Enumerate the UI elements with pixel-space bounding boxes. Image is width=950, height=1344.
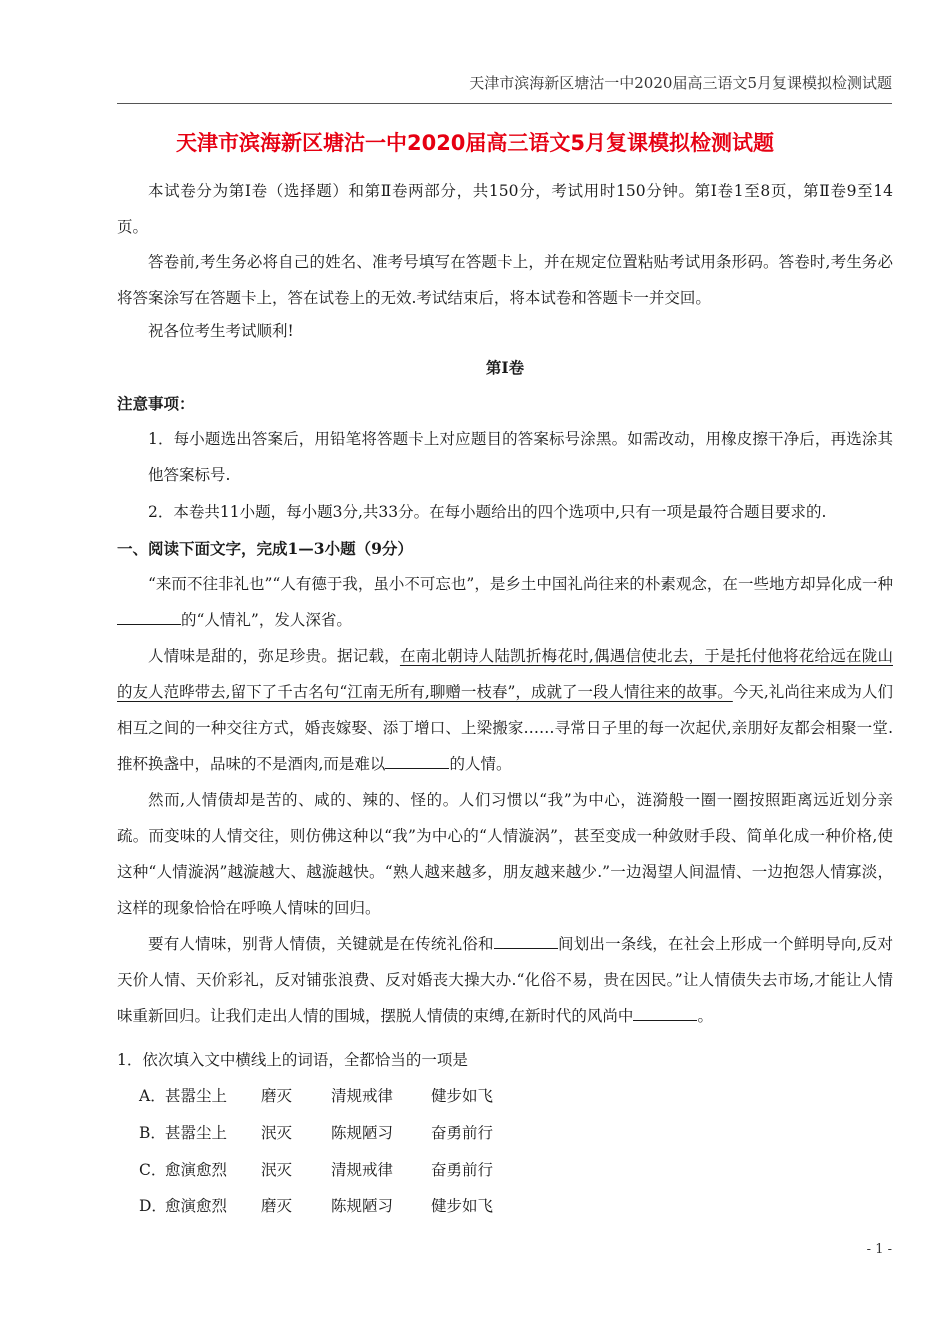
option-word-4: 健步如飞 [431,1197,494,1215]
option-word-4: 奋勇前行 [431,1161,494,1179]
passage-paragraph-2 [117,638,893,782]
answer-blank-4 [633,1005,697,1022]
option-letter: C． [139,1161,167,1179]
passage-text: 今天,礼尚往来成为人们相互之间的一种交往方式，婚丧嫁娶、添丁增口、上梁搬家……寻常日子里的每一次起伏,亲朋好友都会相聚一堂.推杯换盏中，品味的不是酒肉,而是难以 [117,683,893,773]
option-c [139,1154,511,1184]
volume-label: 第Ⅰ卷 [485,358,525,377]
running-header: 天津市滨海新区塘沽一中2020届高三语文5月复课模拟检测试题 [469,74,892,92]
passage-text: 的“人情礼”，发人深省。 [181,611,352,629]
option-word-3: 陈规陋习 [331,1197,394,1215]
passage-text: 人情味是甜的，弥足珍贵。据记载， [148,647,400,665]
answer-blank-2 [385,753,449,770]
option-letter: A． [139,1087,166,1105]
passage-text: 。 [697,1007,713,1025]
passage-text: 的人情。 [449,755,512,773]
answer-blank-1 [117,609,181,626]
option-word-4: 奋勇前行 [431,1124,494,1142]
option-word-1: 甚嚣尘上 [165,1087,228,1105]
option-letter: D． [139,1197,167,1215]
question-1-stem: 1．依次填入文中横线上的词语，全都恰当的一项是 [117,1051,468,1069]
notes-item-2: 2．本卷共11小题，每小题3分,共33分。在每小题给出的四个选项中,只有一项是最符合题目要求的. [148,503,827,521]
intro-paragraph-1: 本试卷分为第Ⅰ卷（选择题）和第Ⅱ卷两部分，共150分，考试用时150分钟。第Ⅰ卷1至8页，第Ⅱ卷9至14页。 [117,182,893,236]
option-word-1: 愈演愈烈 [165,1161,228,1179]
document-title: 天津市滨海新区塘沽一中2020届高三语文5月复课模拟检测试题 [175,131,775,155]
page-number: - 1 - [866,1242,892,1257]
notes-item-1: 1．每小题选出答案后，用铅笔将答题卡上对应题目的答案标号涂黑。如需改动，用橡皮擦干净后，再选涂其他答案标号. [148,430,893,484]
option-b [139,1117,511,1147]
section-1-heading: 一、阅读下面文字，完成1—3小题（9分） [117,539,413,558]
option-letter: B． [139,1124,166,1142]
option-word-3: 清规戒律 [331,1087,394,1105]
passage-paragraph-1 [117,566,893,638]
notes-heading: 注意事项： [117,394,195,413]
option-word-4: 健步如飞 [431,1087,494,1105]
option-word-2: 磨灭 [261,1087,293,1105]
option-word-2: 磨灭 [261,1197,293,1215]
option-a [139,1080,511,1110]
option-word-2: 泯灭 [261,1124,293,1142]
option-word-3: 清规戒律 [331,1161,394,1179]
option-word-1: 甚嚣尘上 [165,1124,228,1142]
passage-paragraph-4 [117,926,893,1034]
option-word-3: 陈规陋习 [331,1124,394,1142]
passage-text: “来而不往非礼也”“人有德于我，虽小不可忘也”，是乡土中国礼尚往来的朴素观念，在一些地方却异化成一种 [148,575,893,593]
intro-paragraph-3: 祝各位考生考试顺利! [148,322,294,340]
option-word-1: 愈演愈烈 [165,1197,228,1215]
passage-text: 间划出一条线，在社会上形成一个鲜明导向,反对天价人情、天价彩礼，反对铺张浪费、反对婚丧大操大办.“化俗不易，贵在因民。”让人情债失去市场,才能让人情味重新回归。让我们走出人情的围城，摆脱人情债的束缚,在新时代的风尚中 [117,935,893,1025]
intro-paragraph-2: 答卷前,考生务必将自己的姓名、准考号填写在答题卡上，并在规定位置粘贴考试用条形码。答卷时,考生务必将答案涂写在答题卡上，答在试卷上的无效.考试结束后，将本试卷和答题卡一并交回。 [117,253,893,307]
option-word-2: 泯灭 [261,1161,293,1179]
header-divider [117,103,892,104]
passage-text: 要有人情味，别背人情债，关键就是在传统礼俗和 [148,935,494,953]
passage-paragraph-3: 然而,人情债却是苦的、咸的、辣的、怪的。人们习惯以“我”为中心，涟漪般一圈一圈按照距离远近划分亲疏。而变味的人情交往，则仿佛这种以“我”为中心的“人情漩涡”，甚至变成一种敛财手段、简单化成一种价格,使这种“人情漩涡”越漩越大、越漩越快。“熟人越来越多，朋友越来越少.”一边渴望人间温情、一边抱怨人情寡淡，这样的现象恰恰在呼唤人情味的回归。 [117,791,893,917]
answer-blank-3 [494,933,558,950]
underlined-sentence: 在南北朝诗人陆凯折梅花时,偶遇信使北去，于是托付他将花给远在陇山的友人范晔带去,留下了千古名句“江南无所有,聊赠一枝春”，成就了一段人情往来的故事。 [117,647,893,701]
option-d [139,1190,511,1220]
